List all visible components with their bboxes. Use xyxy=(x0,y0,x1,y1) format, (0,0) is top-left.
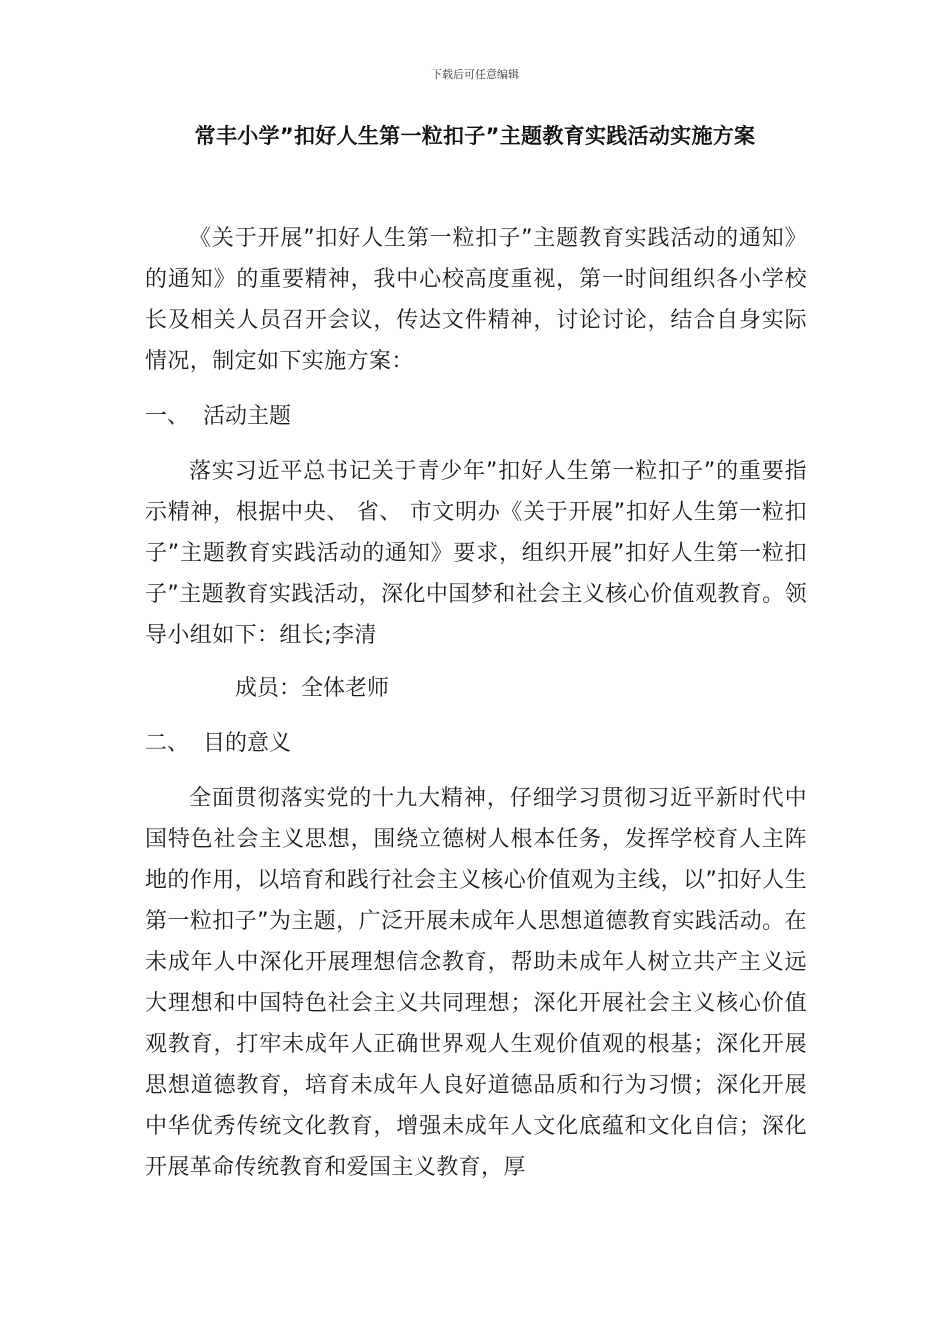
section-title: 活动主题 xyxy=(203,404,292,429)
section-number: 一、 xyxy=(145,404,190,429)
header-note: 下载后可任意编辑 xyxy=(431,68,519,81)
document-body xyxy=(145,218,807,1188)
members-line: 成员：全体老师 xyxy=(235,676,390,701)
section-title: 目的意义 xyxy=(203,731,292,756)
intro-paragraph: 《关于开展”扣好人生第一粒扣子”主题教育实践活动的通知》的通知》的重要精神，我中心校高度重视，第一时间组织各小学校长及相关人员召开会议，传达文件精神，讨论讨论，结合自身实际情况，制定如下实施方案： xyxy=(145,226,807,374)
section-heading-1 xyxy=(145,396,807,437)
section-number: 二、 xyxy=(145,731,190,756)
section-2-paragraph: 全面贯彻落实党的十九大精神，仔细学习贯彻习近平新时代中国特色社会主义思想，围绕立德树人根本任务，发挥学校育人主阵地的作用，以培育和践行社会主义核心价值观为主线，以”扣好人生第一粒扣子”为主题，广泛开展未成年人思想道德教育实践活动。在未成年人中深化开展理想信念教育，帮助未成年人树立共产主义远大理想和中国特色社会主义共同理想；深化开展社会主义核心价值观教育，打牢未成年人正确世界观人生观价值观的根基；深化开展思想道德教育，培育未成年人良好道德品质和行为习惯；深化开展中华优秀传统文化教育，增强未成年人文化底蕴和文化自信；深化开展革命传统教育和爱国主义教育，厚 xyxy=(145,786,807,1180)
section-1-paragraph: 落实习近平总书记关于青少年”扣好人生第一粒扣子”的重要指示精神，根据中央、 省、 市文明办《关于开展”扣好人生第一粒扣子”主题教育实践活动的通知》要求，组织开展”扣好人生第一粒扣子”主题教育实践活动，深化中国梦和社会主义核心价值观教育。领导小组如下：组长;李清 xyxy=(145,459,807,648)
section-heading-2 xyxy=(145,723,807,764)
document-title: 常丰小学”扣好人生第一粒扣子”主题教育实践活动实施方案 xyxy=(194,124,756,148)
